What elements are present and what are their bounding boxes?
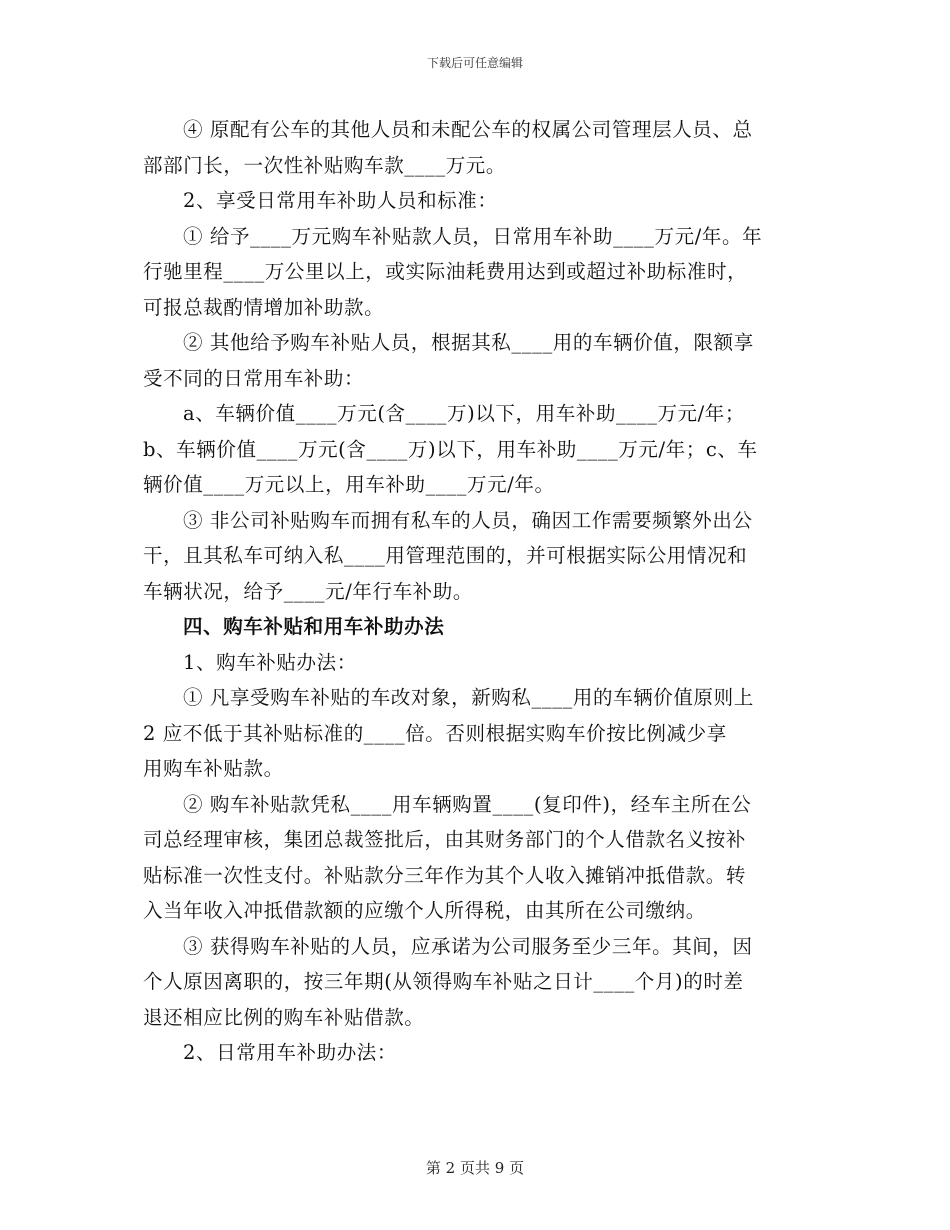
text-line: 干，且其私车可纳入私____用管理范围的，并可根据实际公用情况和 (143, 544, 748, 567)
text-line: ③ 非公司补贴购车而拥有私车的人员，确因工作需要频繁外出公 (183, 508, 753, 532)
text-line: 2、享受日常用车补助人员和标准： (183, 189, 498, 212)
text-line: 行驰里程____万公里以上，或实际油耗费用达到或超过补助标准时， (143, 260, 748, 283)
text-line: ④ 原配有公车的其他人员和未配公车的权属公司管理层人员、总 (183, 118, 753, 141)
text-line: ① 凡享受购车补贴的车改对象，新购私____用的车辆价值原则上 (183, 686, 754, 709)
text-line: 2、日常用车补助办法： (183, 1041, 398, 1064)
text-line: 2 应不低于其补贴标准的____倍。否则根据实购车价按比例减少享 (143, 721, 727, 745)
text-line: a、车辆价值____万元(含____万)以下，用车补助____万元/年； (183, 402, 746, 425)
text-line: 受不同的日常用车补助： (143, 366, 365, 390)
text-line: 个人原因离职的，按三年期(从领得购车补贴之日计____个月)的时差 (143, 970, 744, 993)
text-line: b、车辆价值____万元(含____万)以下，用车补助____万元/年；c、车 (143, 437, 758, 461)
text-line: ② 其他给予购车补贴人员，根据其私____用的车辆价值，限额享 (183, 331, 754, 354)
text-line: 1、购车补贴办法： (183, 650, 357, 674)
text-line: 辆价值____万元以上，用车补助____万元/年。 (143, 473, 555, 496)
text-line: ① 给予____万元购车补贴款人员，日常用车补助____万元/年。年 (183, 224, 763, 248)
text-line: 司总经理审核，集团总裁签批后，由其财务部门的个人借款名义按补 (143, 828, 747, 851)
text-line: 车辆状况，给予____元/年行车补助。 (143, 579, 473, 603)
text-line: 退还相应比例的购车补贴借款。 (143, 1005, 425, 1029)
text-line: 可报总裁酌情增加补助款。 (143, 295, 385, 319)
text-line: ③ 获得购车补贴的人员，应承诺为公司服务至少三年。其间，因 (183, 934, 753, 958)
page-header: 下载后可任意编辑 (426, 56, 523, 70)
text-line: 入当年收入冲抵借款额的应缴个人所得税，由其所在公司缴纳。 (143, 899, 706, 922)
section-heading: 四、购车补贴和用车补助办法 (183, 615, 445, 638)
text-line: ② 购车补贴款凭私____用车辆购置____(复印件)，经车主所在公 (183, 792, 752, 816)
text-line: 部部门长，一次性补贴购车款____万元。 (143, 153, 507, 177)
document-body (143, 112, 808, 1071)
text-line: 贴标准一次性支付。补贴款分三年作为其个人收入摊销冲抵借款。转 (143, 863, 747, 887)
text-line: 用购车补贴款。 (143, 757, 284, 780)
page-footer: 第 2 页共 9 页 (425, 1159, 525, 1177)
